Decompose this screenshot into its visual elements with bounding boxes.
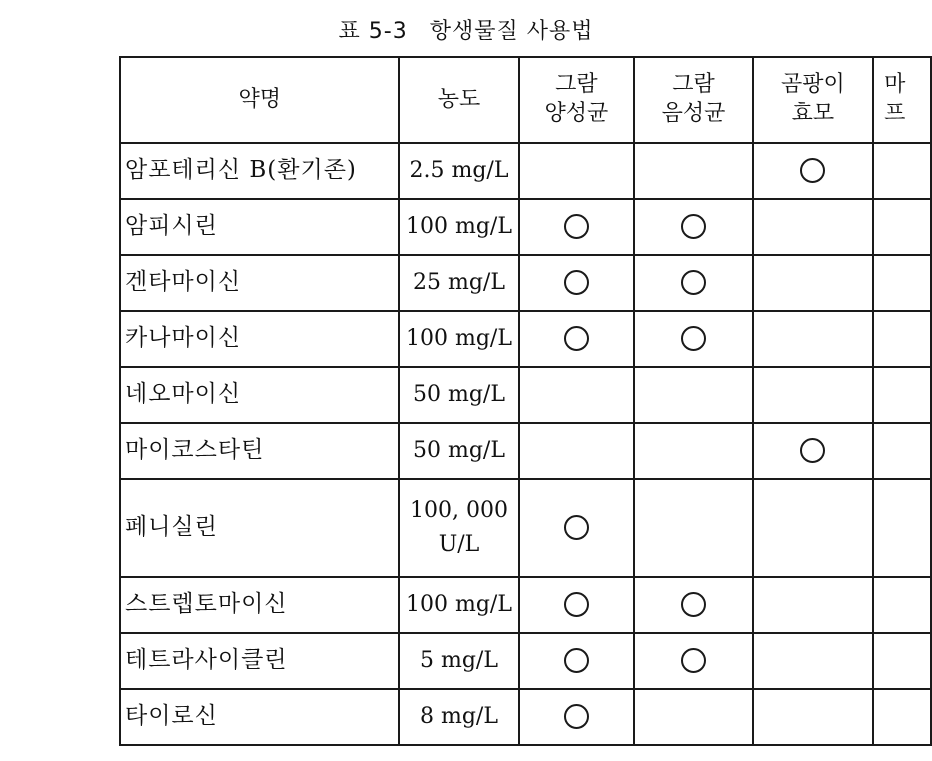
circle-mark-icon	[564, 704, 589, 729]
gram-negative-cell	[634, 479, 753, 577]
fungi-yeast-cell	[753, 423, 873, 479]
gram-positive-cell	[519, 199, 635, 255]
concentration-text: 2.5 mg/L	[409, 157, 509, 183]
col-header-gram-negative: 그람 음성균	[634, 57, 753, 143]
table-row	[120, 255, 931, 311]
table-row	[120, 577, 931, 633]
fungi-yeast-cell	[753, 255, 873, 311]
circle-mark-icon	[800, 158, 825, 183]
table-title: 항생물질 사용법	[429, 19, 594, 44]
col-header-gram-positive: 그람 양성균	[519, 57, 635, 143]
gram-negative-cell	[634, 423, 753, 479]
gram-negative-cell	[634, 311, 753, 367]
concentration-cell	[399, 367, 518, 423]
truncated-cell	[873, 689, 931, 745]
circle-mark-icon	[800, 438, 825, 463]
gram-positive-cell	[519, 367, 635, 423]
table-row	[120, 367, 931, 423]
table-caption	[0, 14, 932, 45]
circle-mark-icon	[564, 592, 589, 617]
truncated-cell	[873, 199, 931, 255]
drug-name-cell: 겐타마이신	[120, 255, 399, 311]
concentration-cell	[399, 255, 518, 311]
truncated-cell	[873, 143, 931, 199]
gram-positive-cell	[519, 311, 635, 367]
gram-positive-cell	[519, 577, 635, 633]
col-header-name: 약명	[120, 57, 399, 143]
antibiotic-table	[119, 56, 932, 746]
truncated-cell	[873, 479, 931, 577]
concentration-cell	[399, 633, 518, 689]
gram-positive-cell	[519, 143, 635, 199]
circle-mark-icon	[564, 326, 589, 351]
gram-positive-cell	[519, 423, 635, 479]
drug-name-cell: 타이로신	[120, 689, 399, 745]
concentration-cell	[399, 689, 518, 745]
truncated-cell	[873, 423, 931, 479]
gram-negative-cell	[634, 633, 753, 689]
circle-mark-icon	[564, 648, 589, 673]
concentration-text: 100, 000	[409, 497, 508, 523]
concentration-text: 100 mg/L	[406, 591, 512, 617]
col-header-truncated: 마 프	[873, 57, 931, 143]
circle-mark-icon	[681, 648, 706, 673]
gram-negative-cell	[634, 143, 753, 199]
table-row	[120, 143, 931, 199]
circle-mark-icon	[681, 214, 706, 239]
concentration-text: 5 mg/L	[419, 647, 498, 673]
gram-positive-cell	[519, 255, 635, 311]
col-header-concentration: 농도	[399, 57, 518, 143]
gram-positive-cell	[519, 633, 635, 689]
gram-negative-cell	[634, 255, 753, 311]
concentration-cell	[399, 311, 518, 367]
circle-mark-icon	[681, 270, 706, 295]
drug-name-cell: 페니실린	[120, 479, 399, 577]
concentration-cell	[399, 479, 518, 577]
truncated-cell	[873, 311, 931, 367]
header-row	[120, 57, 931, 143]
table-row	[120, 633, 931, 689]
circle-mark-icon	[681, 326, 706, 351]
fungi-yeast-cell	[753, 633, 873, 689]
truncated-cell	[873, 633, 931, 689]
table-row	[120, 423, 931, 479]
circle-mark-icon	[564, 214, 589, 239]
circle-mark-icon	[564, 515, 589, 540]
concentration-text: 100 mg/L	[406, 213, 512, 239]
fungi-yeast-cell	[753, 367, 873, 423]
fungi-yeast-cell	[753, 143, 873, 199]
truncated-cell	[873, 367, 931, 423]
fungi-yeast-cell	[753, 479, 873, 577]
fungi-yeast-cell	[753, 689, 873, 745]
table-row	[120, 311, 931, 367]
gram-negative-cell	[634, 577, 753, 633]
concentration-cell	[399, 143, 518, 199]
concentration-text: 8 mg/L	[419, 703, 498, 729]
table-row	[120, 199, 931, 255]
table-number: 표 5-3	[338, 19, 408, 44]
concentration-text: 25 mg/L	[413, 269, 505, 295]
drug-name-cell: 스트렙토마이신	[120, 577, 399, 633]
drug-name-cell: 카나마이신	[120, 311, 399, 367]
drug-name-cell: 암피시린	[120, 199, 399, 255]
concentration-text: U/L	[438, 532, 480, 557]
table-row	[120, 689, 931, 745]
fungi-yeast-cell	[753, 311, 873, 367]
gram-negative-cell	[634, 367, 753, 423]
truncated-cell	[873, 577, 931, 633]
circle-mark-icon	[564, 270, 589, 295]
truncated-cell	[873, 255, 931, 311]
concentration-cell	[399, 423, 518, 479]
concentration-cell	[399, 199, 518, 255]
concentration-text: 50 mg/L	[413, 381, 505, 407]
drug-name-cell: 암포테리신 B(환기존)	[120, 143, 399, 199]
col-header-fungi-yeast: 곰팡이 효모	[753, 57, 873, 143]
drug-name-cell: 네오마이신	[120, 367, 399, 423]
fungi-yeast-cell	[753, 577, 873, 633]
gram-negative-cell	[634, 199, 753, 255]
table-row	[120, 479, 931, 577]
drug-name-cell: 마이코스타틴	[120, 423, 399, 479]
circle-mark-icon	[681, 592, 706, 617]
gram-negative-cell	[634, 689, 753, 745]
gram-positive-cell	[519, 479, 635, 577]
concentration-cell	[399, 577, 518, 633]
concentration-text: 50 mg/L	[413, 437, 505, 463]
drug-name-cell: 테트라사이클린	[120, 633, 399, 689]
gram-positive-cell	[519, 689, 635, 745]
concentration-text: 100 mg/L	[406, 325, 512, 351]
fungi-yeast-cell	[753, 199, 873, 255]
